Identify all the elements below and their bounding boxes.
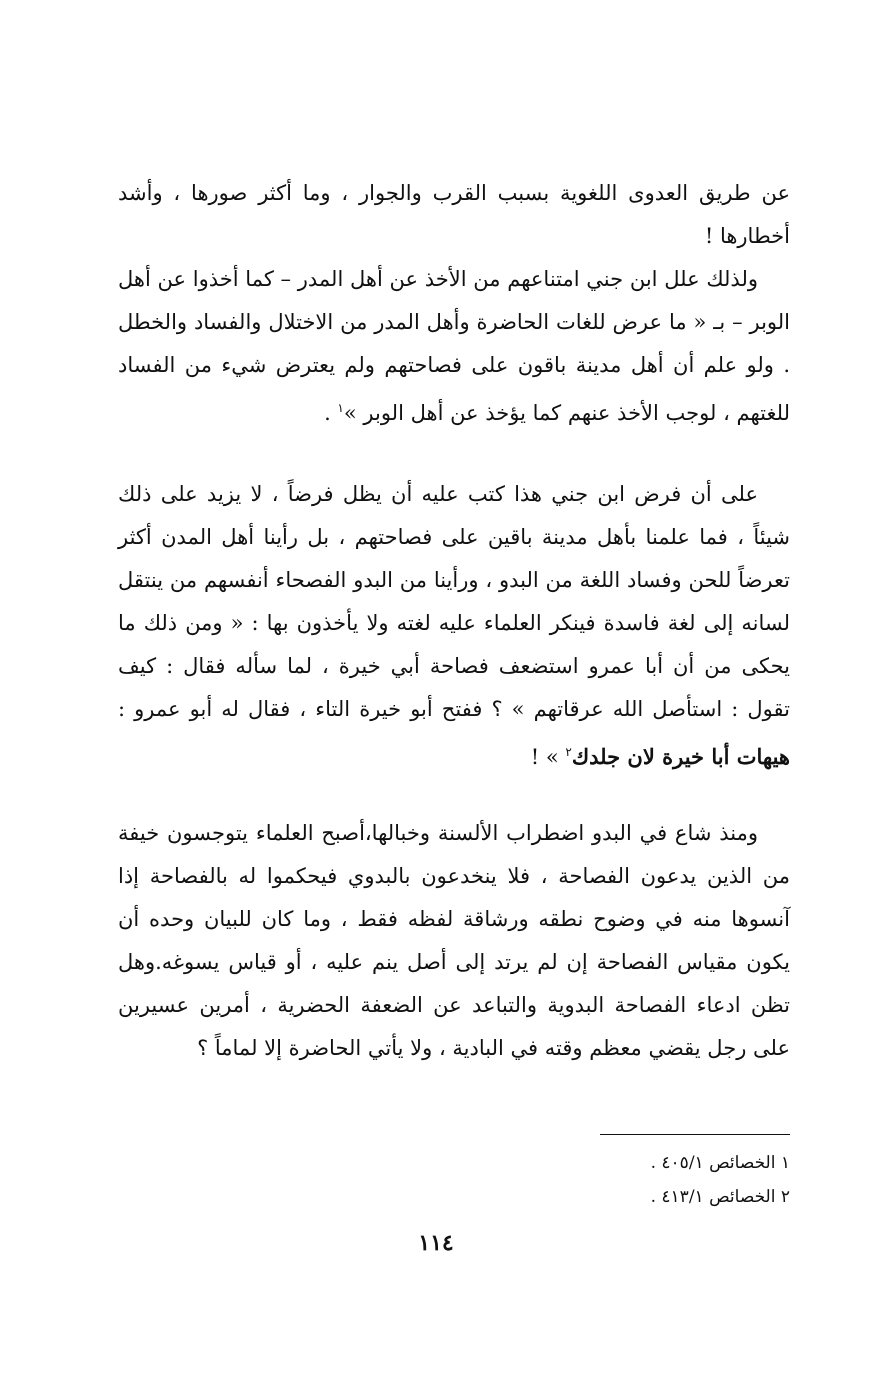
paragraph-3-text: على أن فرض ابن جني هذا كتب عليه أن يظل فرضاً ، لا يزيد على ذلك شيئاً ، فما علمنا بأهل مدينة باقين على فصاحتهم ، بل رأينا أهل المدن أكثر تعرضاً للحن وفساد اللغة من البدو ، ورأينا من البدو الفصحاء أنفسهم من ينتقل لسانه إلى لغة فاسدة فينكر العلماء عليه لغته ولا يأخذون بها : « ومن ذلك ما يحكى من أن أبا عمرو استضعف فصاحة أبي خيرة ، لما سأله فقال : كيف تقول : استأصل الله عرقاتهم » ؟ ففتح أبو خيرة التاء ، فقال له أبو عمرو : <box>118 482 790 721</box>
paragraph-2-tail: . <box>324 401 338 425</box>
footnotes <box>480 1146 790 1214</box>
page-number: ١١٤ <box>418 1230 454 1256</box>
paragraph-3-body <box>118 473 790 779</box>
paragraph-2-text: ولذلك علل ابن جني امتناعهم من الأخذ عن أهل المدر – كما أخذوا عن أهل الوبر – بـ « ما عرض للغات الحاضرة وأهل المدر من الاختلال والفساد والخطل . ولو علم أن أهل مدينة باقون على فصاحتهم ولم يعترض شيء من الفساد للغتهم ، لوجب الأخذ عنهم كما يؤخذ عن أهل الوبر » <box>118 267 790 425</box>
footnote-2: ٢ الخصائص ٤١٣/١ . <box>650 1187 790 1207</box>
footnote-mark-1: ١ <box>337 401 344 415</box>
footnote-divider <box>600 1134 790 1135</box>
paragraph-4 <box>118 812 790 1070</box>
paragraph-2 <box>118 258 790 435</box>
paragraph-3-tail: » ! <box>530 745 566 769</box>
paragraph-4-text: ومنذ شاع في البدو اضطراب الألسنة وخبالها،أصبح العلماء يتوجسون خيفة من الذين يدعون الفصاحة ، فلا ينخدعون بالبدوي فيحكموا له بالفصاحة إذا آنسوها منه في وضوح نطقه ورشاقة لفظه فقط ، وما كان للبيان وحده أن يكون مقياس الفصاحة إن لم يرتد إلى أصل ينم عليه ، أو قياس يسوغه.وهل تظن ادعاء الفصاحة البدوية والتباعد عن الضعفة الحضرية ، أمرين عسيرين على رجل يقضي معظم وقته في البادية ، ولا يأتي الحاضرة إلا لماماً ؟ <box>118 821 790 1060</box>
paragraph-3-bold-quote: هيهات أبا خيرة لان جلدك <box>571 744 790 769</box>
footnote-1: ١ الخصائص ٤٠٥/١ . <box>650 1153 790 1173</box>
paragraph-2-body <box>118 258 790 435</box>
footnote-mark-2: ٢ <box>565 745 572 759</box>
paragraph-3 <box>118 473 790 779</box>
paragraph-1-text: عن طريق العدوى اللغوية بسبب القرب والجوار ، وما أكثر صورها ، وأشد أخطارها ! <box>118 181 790 248</box>
paragraph-1 <box>118 172 790 258</box>
